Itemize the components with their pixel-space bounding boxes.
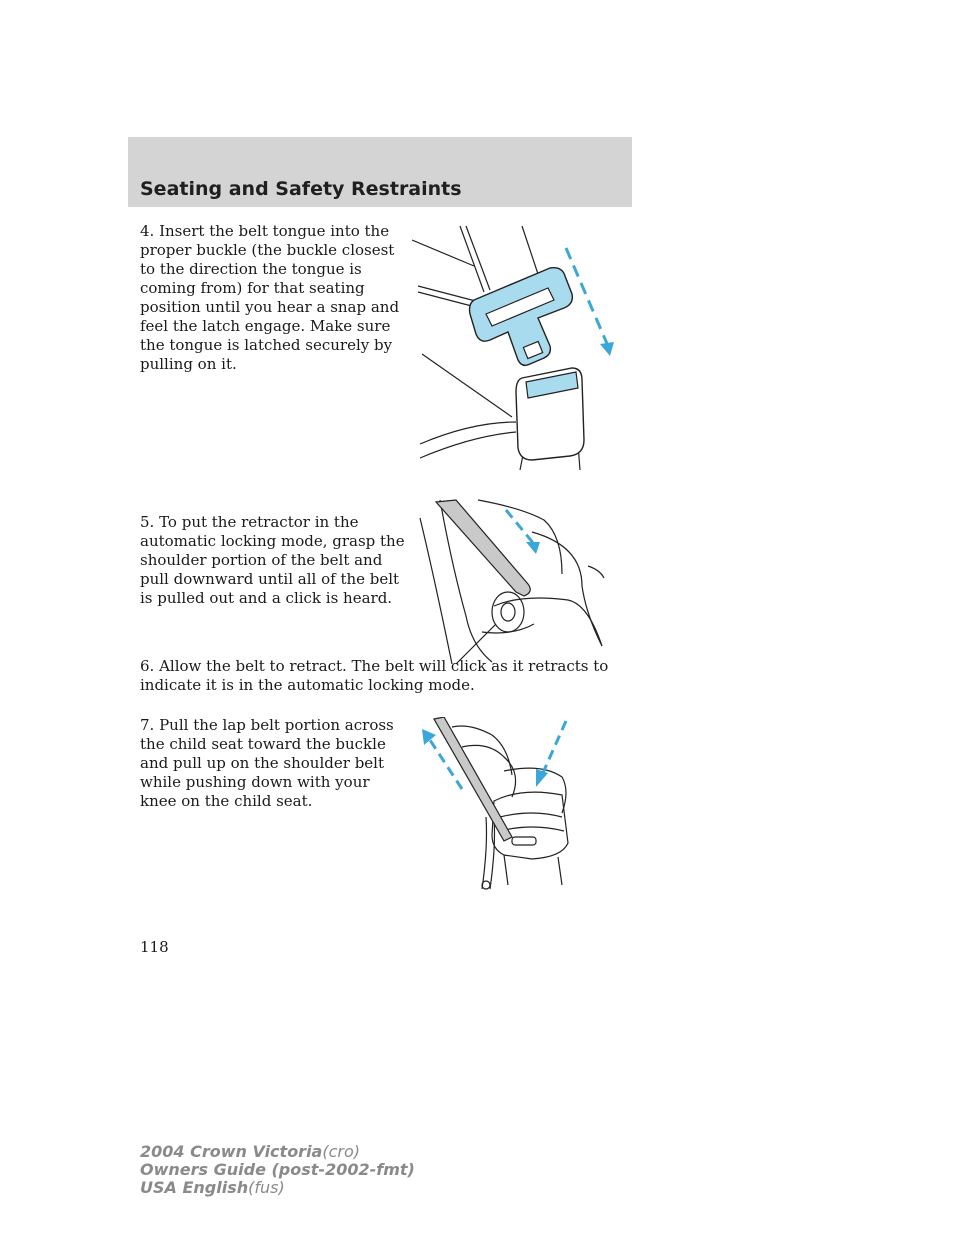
section-title: Seating and Safety Restraints	[140, 178, 462, 200]
step-7-text: 7. Pull the lap belt portion across the child seat toward the buckle and pull up on the shoulder belt while pushing down with your knee on the child seat.	[140, 716, 394, 810]
seatbelt-buckle-illustration	[412, 222, 630, 470]
footer-language-code: (fus)	[248, 1178, 285, 1197]
page-number: 118	[140, 938, 169, 956]
step-5-text: 5. To put the retractor in the automatic locking mode, grasp the shoulder portion of the belt and pull downward until all of the belt is pulled out and a click is heard.	[140, 513, 405, 607]
footer-line-2: Owners Guide (post-2002-fmt)	[140, 1160, 415, 1179]
footer-line-1	[140, 1143, 415, 1161]
footer-model-code: (cro)	[322, 1142, 361, 1161]
footer-line-3	[140, 1179, 415, 1197]
footer	[140, 1143, 415, 1197]
shoulder-belt-pull-illustration	[412, 496, 612, 666]
footer-language: USA English	[140, 1178, 249, 1197]
step-6-text: 6. Allow the belt to retract. The belt will click as it retracts to indicate it is in the automatic locking mode.	[140, 657, 609, 694]
step-4-text: 4. Insert the belt tongue into the proper buckle (the buckle closest to the direction the tongue is coming from) for that seating position until you hear a snap and feel the latch engage. Make sure the tongue is latched securely by pulling on it.	[140, 222, 400, 373]
footer-model: 2004 Crown Victoria	[140, 1142, 323, 1161]
child-seat-belt-illustration	[412, 717, 592, 892]
